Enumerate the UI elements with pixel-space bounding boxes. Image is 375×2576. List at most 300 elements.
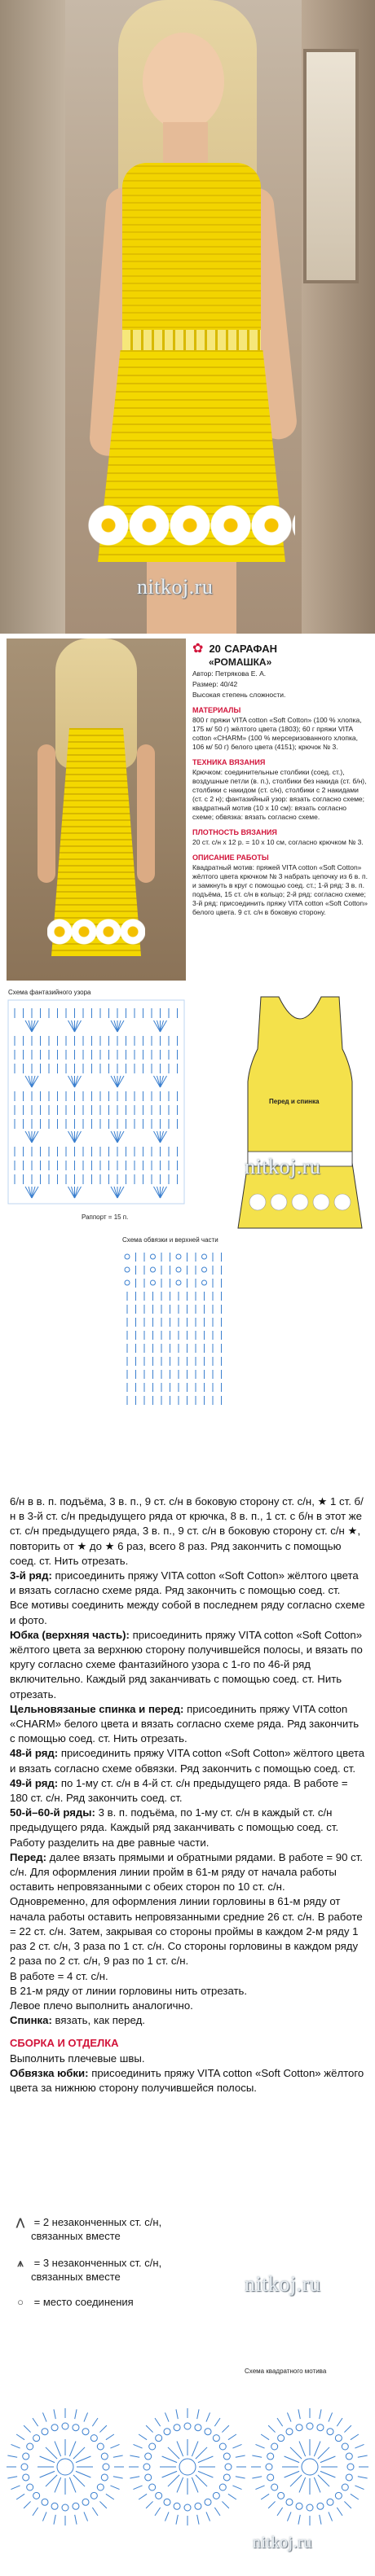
stitch-mark [75,1131,82,1143]
square-motif-diagram [0,2377,375,2576]
daisy-motif-border [47,907,145,956]
stitch-mark [161,1076,164,1087]
chain-mark [296,2425,302,2431]
legend-item: ⩚ = 3 незаконченных ст. с/н, связанных вместе [10,2256,161,2284]
density-text: 20 ст. с/н x 12 р. = 10 x 10 см, согласно крючком № 3. [192,838,364,846]
section-heading: ТЕХНИКА ВЯЗАНИЯ [192,758,266,766]
chain-mark [51,2425,58,2431]
stitch-mark [16,2434,24,2440]
chain-mark [213,2435,219,2442]
stitch-mark [299,2477,306,2492]
stitch-mark [75,1187,78,1198]
chain-mark [90,2435,97,2442]
stitch-mark [68,1076,75,1087]
stitch-mark [29,1020,32,1032]
chain-mark [205,2499,211,2505]
stitch-mark [236,2477,245,2478]
stitch-mark [25,1131,32,1143]
chain-mark [42,2499,48,2505]
stitch-mark [117,1187,121,1198]
stitch-mark [114,1187,117,1198]
stitch-mark [261,2434,269,2440]
stitch-mark [117,1076,121,1087]
stitch-mark [196,2475,207,2486]
chain-mark [97,2443,104,2450]
stitch-mark [320,2471,335,2477]
pattern-number: 20 [209,643,221,655]
stitch-mark [285,2471,299,2477]
stitch-mark [114,1020,117,1032]
stitch-mark [113,2477,123,2478]
chain-mark [213,2492,219,2499]
stitch-mark [68,1187,75,1198]
stitch-mark [287,2412,291,2421]
paragraph: 50-й–60-й ряды: 3 в. п. подъёма, по 1-му ст. с/н в каждый ст. с/н предыдущего ряда. Каждый ряд заканчивать с помощью соед. ст. Работу разделить на две равные части. [10,1806,339,1849]
chain-mark [23,2453,29,2460]
stitch-mark [298,2409,300,2419]
stitch-mark [75,1187,82,1198]
stitch-mark [117,1020,121,1032]
chain-mark [346,2474,352,2481]
stitch-mark [176,2409,178,2419]
stitch-mark [155,2418,161,2426]
chain-mark [57,2459,73,2475]
chain-mark [62,2423,68,2429]
chain-mark [156,2492,162,2499]
stitch-mark [285,2456,299,2463]
chain-mark [101,2453,108,2460]
stitch-mark [337,2418,342,2426]
stitch-mark [358,2455,368,2457]
stitch-mark [344,2425,351,2432]
stitch-mark [40,2471,55,2477]
model-photo-1 [0,0,375,634]
stitch-mark [168,2475,179,2486]
stitch-mark [72,1076,75,1087]
stitch-mark [157,1020,161,1032]
stitch-mark [161,1076,167,1087]
chain-mark [176,1254,181,1259]
chain-mark [174,2503,180,2509]
chain-mark [342,2484,348,2490]
edging-diagram [121,1246,235,1417]
difficulty-line: Высокая степень сложности. [192,691,286,699]
chain-mark [296,2503,302,2509]
author-line: Автор: Петрякова Е. А. [192,669,267,678]
chain-mark [164,2499,170,2505]
chain-mark [205,2429,211,2435]
chain-mark [286,2429,293,2435]
stitch-mark [314,2442,320,2456]
stitch-mark [344,2501,351,2508]
chain-mark [267,2474,274,2481]
stitch-mark [287,2512,291,2521]
chain-mark [307,2423,313,2429]
paragraph: Обвязка юбки: присоединить пряжу VITA cotton «Soft Cotton» жёлтого цвета за нижнюю сторону получившейся полосы. [10,2066,364,2094]
stitch-mark [75,1076,78,1087]
stitch-mark [130,2455,139,2457]
chain-mark [335,2492,342,2499]
dress-schematic [228,992,371,1236]
stitch-mark [161,1020,167,1032]
stitch-mark [161,1187,164,1198]
stitch-mark [198,2456,213,2463]
stitch-mark [351,2494,359,2499]
stitch-mark [69,2477,76,2492]
stitch-mark [252,2477,262,2478]
stitch-mark [72,1131,75,1143]
chain-mark [149,2484,156,2490]
stitch-mark [320,2456,335,2463]
stitch-mark [197,2515,199,2525]
stitch-mark [154,1187,161,1198]
size-line: Размер: 40/42 [192,680,238,688]
stitch-mark [277,2508,283,2516]
stitch-mark [168,2447,179,2459]
stitch-mark [75,1020,82,1032]
stitch-mark [232,2444,241,2448]
stitch-mark [157,1187,161,1198]
chain-mark [278,2435,285,2442]
stitch-mark [75,1020,78,1032]
stitch-mark [76,2471,90,2477]
chain-mark [347,2464,354,2470]
chain-mark [82,2429,89,2435]
chain-mark [307,2504,313,2511]
stitch-mark [177,2442,183,2456]
stitch-mark [117,1131,124,1143]
stitch-mark [355,2486,364,2490]
chain-mark [266,2464,272,2470]
stitch-mark [25,1187,32,1198]
materials-text: 800 г пряжи VITA cotton «Soft Cotton» (100 % хлопка, 175 м/ 50 г) жёлтого цвета (1803); 60 г пряжи VITA cotton «CHARM» (100 % мерсеризованного хлопка, 106 м/ 50 г) белого цвета (4151); крючок № 3. [192,716,362,751]
stitch-mark [314,2477,320,2492]
stitch-mark [25,1076,32,1087]
stitch-mark [84,2512,88,2521]
stitch-mark [255,2486,264,2490]
chain-mark [103,2464,109,2470]
dress-waistband [122,330,261,351]
stitch-mark [75,2515,77,2525]
stitch-mark [99,2425,106,2432]
stitch-mark [236,2455,245,2457]
chain-mark [302,2459,318,2475]
stitch-mark [196,2447,207,2459]
stitch-mark [161,1131,167,1143]
stitch-mark [40,2456,55,2463]
technique-text: Крючком: соединительные столбики (соед. ст.), воздушные петли (в. п.), столбики без накида (ст. б/н), столбики с накидом (ст. с/н), столбики с 2 накидами (ст. с 2 н); фантазийный узор: вязать согласно схеме; квадратный мотив (10 x 10 см): вязать согласно схеме; обвязка: вязать согласно схеме. [192,768,367,821]
paragraph: 3-й ряд: присоединить пряжу VITA cotton «Soft Cotton» жёлтого цвета и вязать согласно схеме ряда. Ряд закончить с помощью соед. ст. [10,1569,359,1597]
chain-mark [202,1280,207,1285]
daisy-motif-border [88,489,295,562]
chain-mark [42,2429,48,2435]
chain-mark [267,2453,274,2460]
stitch-mark [7,2455,17,2457]
chain-mark [271,2484,278,2490]
chain-mark [342,2443,348,2450]
stitch-mark [133,2444,142,2448]
stitch-mark [46,2447,57,2459]
chain-mark [143,2464,150,2470]
stitch-mark [111,1076,117,1087]
stitch-mark [329,2412,333,2421]
chain-mark [90,2492,97,2499]
stitch-mark [146,2425,152,2432]
model-arm [137,744,155,883]
chain-mark [223,2474,230,2481]
square-motif-diagram-section [0,2366,375,2565]
model-face [143,33,224,130]
stitch-mark [355,2444,364,2448]
stitch-mark [130,2477,139,2478]
watermark: nitkoj.ru [137,575,214,599]
stitch-mark [29,1131,32,1143]
stitch-mark [55,2442,61,2456]
chain-mark [125,1280,130,1285]
stitch-mark [358,2477,368,2478]
stitch-mark [117,1076,124,1087]
paragraph: 48-й ряд: присоединить пряжу VITA cotton «Soft Cotton» жёлтого цвета и вязать согласно схеме обвязки. Ряд закончить с помощью соед. ст. [10,1747,365,1775]
stitch-mark [133,2486,142,2490]
chain-mark [82,2499,89,2505]
stitch-mark [72,1020,75,1032]
stitch-mark [72,1187,75,1198]
stitch-mark [24,2425,30,2432]
stitch-mark [106,2434,114,2440]
stitch-mark [329,2512,333,2521]
stitch-mark [110,2486,119,2490]
watermark: nitkoj.ru [245,1155,321,1178]
chain-mark [23,2474,29,2481]
stitch-mark [298,2515,300,2525]
chain-mark [202,1254,207,1259]
stitch-mark [32,1020,38,1032]
stitch-mark [24,2501,30,2508]
pattern-name: «РОМАШКА» [209,656,272,668]
chain-mark [179,2459,196,2475]
section-heading: ПЛОТНОСТЬ ВЯЗАНИЯ [192,828,277,836]
chain-mark [145,2474,152,2481]
stitch-mark [214,2418,220,2426]
pattern-garment: САРАФАН [224,643,277,655]
stitch-mark [32,1187,38,1198]
stitch-mark [75,1131,78,1143]
chain-mark [176,1267,181,1272]
magazine-page [0,634,375,1481]
stitch-mark [42,2512,46,2521]
stitch-mark [110,2444,119,2448]
stitch-mark [228,2434,236,2440]
chain-mark [164,2429,170,2435]
paragraph: Все мотивы соединить между собой в последнем ряду согласно схеме и фото. [10,1599,365,1626]
yellow-dress-bodice [122,163,261,334]
paragraph: Левое плечо выполнить аналогично. [10,1999,193,2012]
stitch-mark [165,2512,169,2521]
background-window [303,49,359,283]
paragraph: Юбка (верхняя часть): присоединить пряжу VITA cotton «Soft Cotton» жёлтого цвета за верхнюю сторону получившейся полосы, и вязать по кругу согласно схеме фантазийного узора с 1-го по 46-й ряд включительно. Каждый ряд заканчивать с помощью соед. ст. Нить отрезать. [10,1628,363,1701]
chain-mark [271,2443,278,2450]
stitch-mark [69,2442,76,2456]
stitch-mark [111,1020,117,1032]
stitch-mark [7,2477,17,2478]
stitch-mark [154,1020,161,1032]
chain-mark [223,2453,230,2460]
stitch-mark [117,1187,124,1198]
chain-mark [73,2503,79,2509]
chain-mark [97,2484,104,2490]
chain-mark [327,2429,333,2435]
stitch-mark [318,2475,329,2486]
stitch-mark [146,2501,152,2508]
chain-mark [219,2443,226,2450]
stitch-mark [192,2477,198,2492]
stitch-mark [261,2494,269,2499]
section-heading: СБОРКА И ОТДЕЛКА [10,2037,119,2050]
stitch-mark [252,2455,262,2457]
stitch-mark [268,2425,275,2432]
chain-mark [317,2425,324,2431]
section-heading: ОПИСАНИЕ РАБОТЫ [192,854,269,862]
stitch-mark [299,2442,306,2456]
stitch-mark [76,2456,90,2463]
flower-icon: ✿ [192,641,204,656]
stitch-mark [113,2455,123,2457]
stitch-mark [32,1187,35,1198]
chain-mark [176,1280,181,1285]
chain-mark [145,2453,152,2460]
stitch-mark [162,2471,177,2477]
paragraph: Цельновязаные спинка и перед: присоединить пряжу VITA cotton «CHARM» белого цвета и вязать согласно схеме ряда. Ряд закончить с помощью соед. ст. Нить отрезать. [10,1702,360,1745]
chain-mark [286,2499,293,2505]
legend-item: ○ = место соединения [10,2295,134,2309]
chain-mark [335,2435,342,2442]
stitch-mark [73,2475,85,2486]
decrease-3-icon: ⩚ [17,2257,24,2269]
chain-mark [327,2499,333,2505]
paragraph: Выполнить плечевые швы. [10,2052,145,2065]
background-wall [0,0,65,634]
stitch-mark [111,1131,117,1143]
stitch-mark [114,1076,117,1087]
stitch-mark [84,2412,88,2421]
chain-mark [151,1267,156,1272]
stitch-mark [277,2418,283,2426]
stitch-mark [54,2409,55,2419]
stitch-mark [68,1131,75,1143]
stitch-mark [32,1131,35,1143]
stitch-mark [198,2471,213,2477]
chain-mark [225,2464,232,2470]
stitch-mark [106,2494,114,2499]
stitch-mark [290,2475,302,2486]
schematic-label: Перед и спинка [269,1098,320,1105]
stitch-mark [206,2512,210,2521]
stitch-mark [206,2412,210,2421]
stitch-mark [176,2515,178,2525]
chain-mark [195,2503,201,2509]
stitch-mark [177,2477,183,2492]
stitch-mark [165,2412,169,2421]
paragraph: В 21-м ряду от линии горловины нить отрезать. [10,1984,248,1997]
model-arm [38,744,55,883]
stitch-mark [197,2409,199,2419]
paragraph: 49-й ряд: по 1-му ст. с/н в 4-й ст. с/н предыдущего ряда. В работе = 180 ст. с/н. Ряд закончить соед. ст. [10,1776,348,1805]
stitch-mark [16,2494,24,2499]
stitch-mark [337,2508,342,2516]
stitch-mark [318,2447,329,2459]
stitch-mark [54,2515,55,2525]
stitch-mark [68,1020,75,1032]
chain-mark [125,1254,130,1259]
stitch-mark [154,1076,161,1087]
pattern-info-column [192,642,368,919]
watermark: nitkoj.ru [245,2272,321,2296]
stitch-mark [55,2477,61,2492]
chain-mark [151,1280,156,1285]
model-photo-2 [7,639,186,981]
stitch-mark [161,1187,167,1198]
stitch-mark [320,2515,321,2525]
chain-mark [125,1267,130,1272]
stitch-mark [157,1131,161,1143]
stitch-mark [99,2501,106,2508]
join-point-icon: ○ [17,2296,24,2308]
chain-mark [219,2484,226,2490]
chain-mark [151,1254,156,1259]
chain-mark [174,2425,180,2431]
chain-mark [149,2443,156,2450]
chain-mark [346,2453,352,2460]
instructions-text [10,1494,365,2095]
stitch-mark [161,1020,164,1032]
chain-mark [202,1267,207,1272]
watermark: nitkoj.ru [253,2534,312,2552]
chain-mark [21,2464,28,2470]
stitch-mark [29,1076,32,1087]
stitch-mark [117,1131,121,1143]
paragraph: В работе = 4 ст. с/н. [10,1969,108,1982]
chain-mark [27,2484,33,2490]
stitch-mark [161,1131,164,1143]
chain-mark [73,2425,79,2431]
stitch-mark [75,2409,77,2419]
stitch-mark [162,2456,177,2463]
stitch-mark [157,1076,161,1087]
stitch-mark [32,1020,35,1032]
chain-mark [184,2423,191,2429]
chain-mark [62,2504,68,2511]
decrease-2-icon: ⋀ [15,2216,25,2228]
diagram-label: Схема квадратного мотива [245,2368,327,2375]
stitch-mark [92,2418,98,2426]
chain-mark [51,2503,58,2509]
chain-mark [184,2504,191,2511]
stitch-mark [32,1076,38,1087]
stitch-mark [222,2425,228,2432]
legend-item: ⋀ = 2 незаконченных ст. с/н, связанных вместе [10,2215,161,2243]
stitch-mark [111,1187,117,1198]
stitch-mark [11,2486,20,2490]
stitch-mark [42,2412,46,2421]
chain-mark [27,2443,33,2450]
stitch-mark [228,2494,236,2499]
chain-mark [195,2425,201,2431]
stitch-mark [92,2508,98,2516]
stitch-mark [320,2409,321,2419]
chain-mark [33,2435,40,2442]
stitch-mark [33,2508,38,2516]
diagram-label: Схема фантазийного узора [8,989,91,996]
